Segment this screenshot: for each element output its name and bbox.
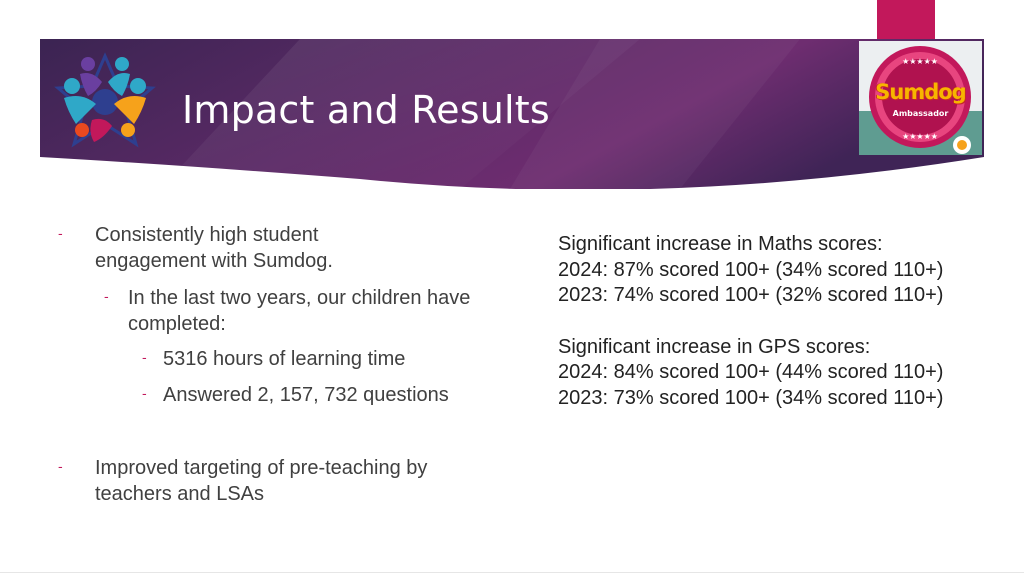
bullet-dash: -	[104, 290, 109, 305]
bullet-targeting-text: Improved targeting of pre-teaching by teachers and LSAs	[95, 457, 428, 505]
badge-brand: Sumdog	[875, 80, 966, 104]
results-panel	[558, 232, 998, 411]
bullet-dash: -	[58, 227, 63, 242]
gps-heading: Significant increase in GPS scores:	[558, 335, 871, 358]
slide-title: Impact and Results	[182, 88, 550, 132]
svg-text:★★★★★: ★★★★★	[902, 132, 938, 141]
maths-2023: 2023: 74% scored 100+ (32% scored 110+)	[558, 284, 944, 306]
maths-2024: 2024: 87% scored 100+ (34% scored 110+)	[558, 258, 944, 281]
sumdog-ambassador-badge-icon	[859, 41, 982, 155]
bullet-targeting	[58, 455, 478, 507]
bullet-completed	[104, 285, 484, 337]
bullet-dash: -	[142, 351, 147, 366]
bullet-completed-text: In the last two years, our children have completed:	[128, 287, 471, 335]
svg-text:★★★★★: ★★★★★	[902, 57, 938, 66]
bullet-hours	[142, 346, 502, 372]
badge-caption: Ambassador	[892, 109, 949, 118]
school-logo-icon	[52, 52, 158, 148]
gps-2023: 2023: 73% scored 100+ (34% scored 110+)	[558, 386, 944, 409]
slide-bottom-rule	[0, 572, 1024, 573]
accent-tab	[877, 0, 935, 42]
gps-2024: 2024: 84% scored 100+ (44% scored 110+)	[558, 361, 944, 383]
bullet-questions-text: Answered 2, 157, 732 questions	[163, 384, 449, 406]
bullet-dash: -	[58, 460, 63, 475]
bullet-hours-text: 5316 hours of learning time	[163, 348, 406, 370]
bullet-engagement-text: Consistently high student engagement with Sumdog.	[95, 224, 333, 272]
bullet-engagement	[58, 222, 378, 274]
maths-heading: Significant increase in Maths scores:	[558, 233, 883, 255]
bullet-dash: -	[142, 387, 147, 402]
bullet-questions	[142, 382, 502, 408]
